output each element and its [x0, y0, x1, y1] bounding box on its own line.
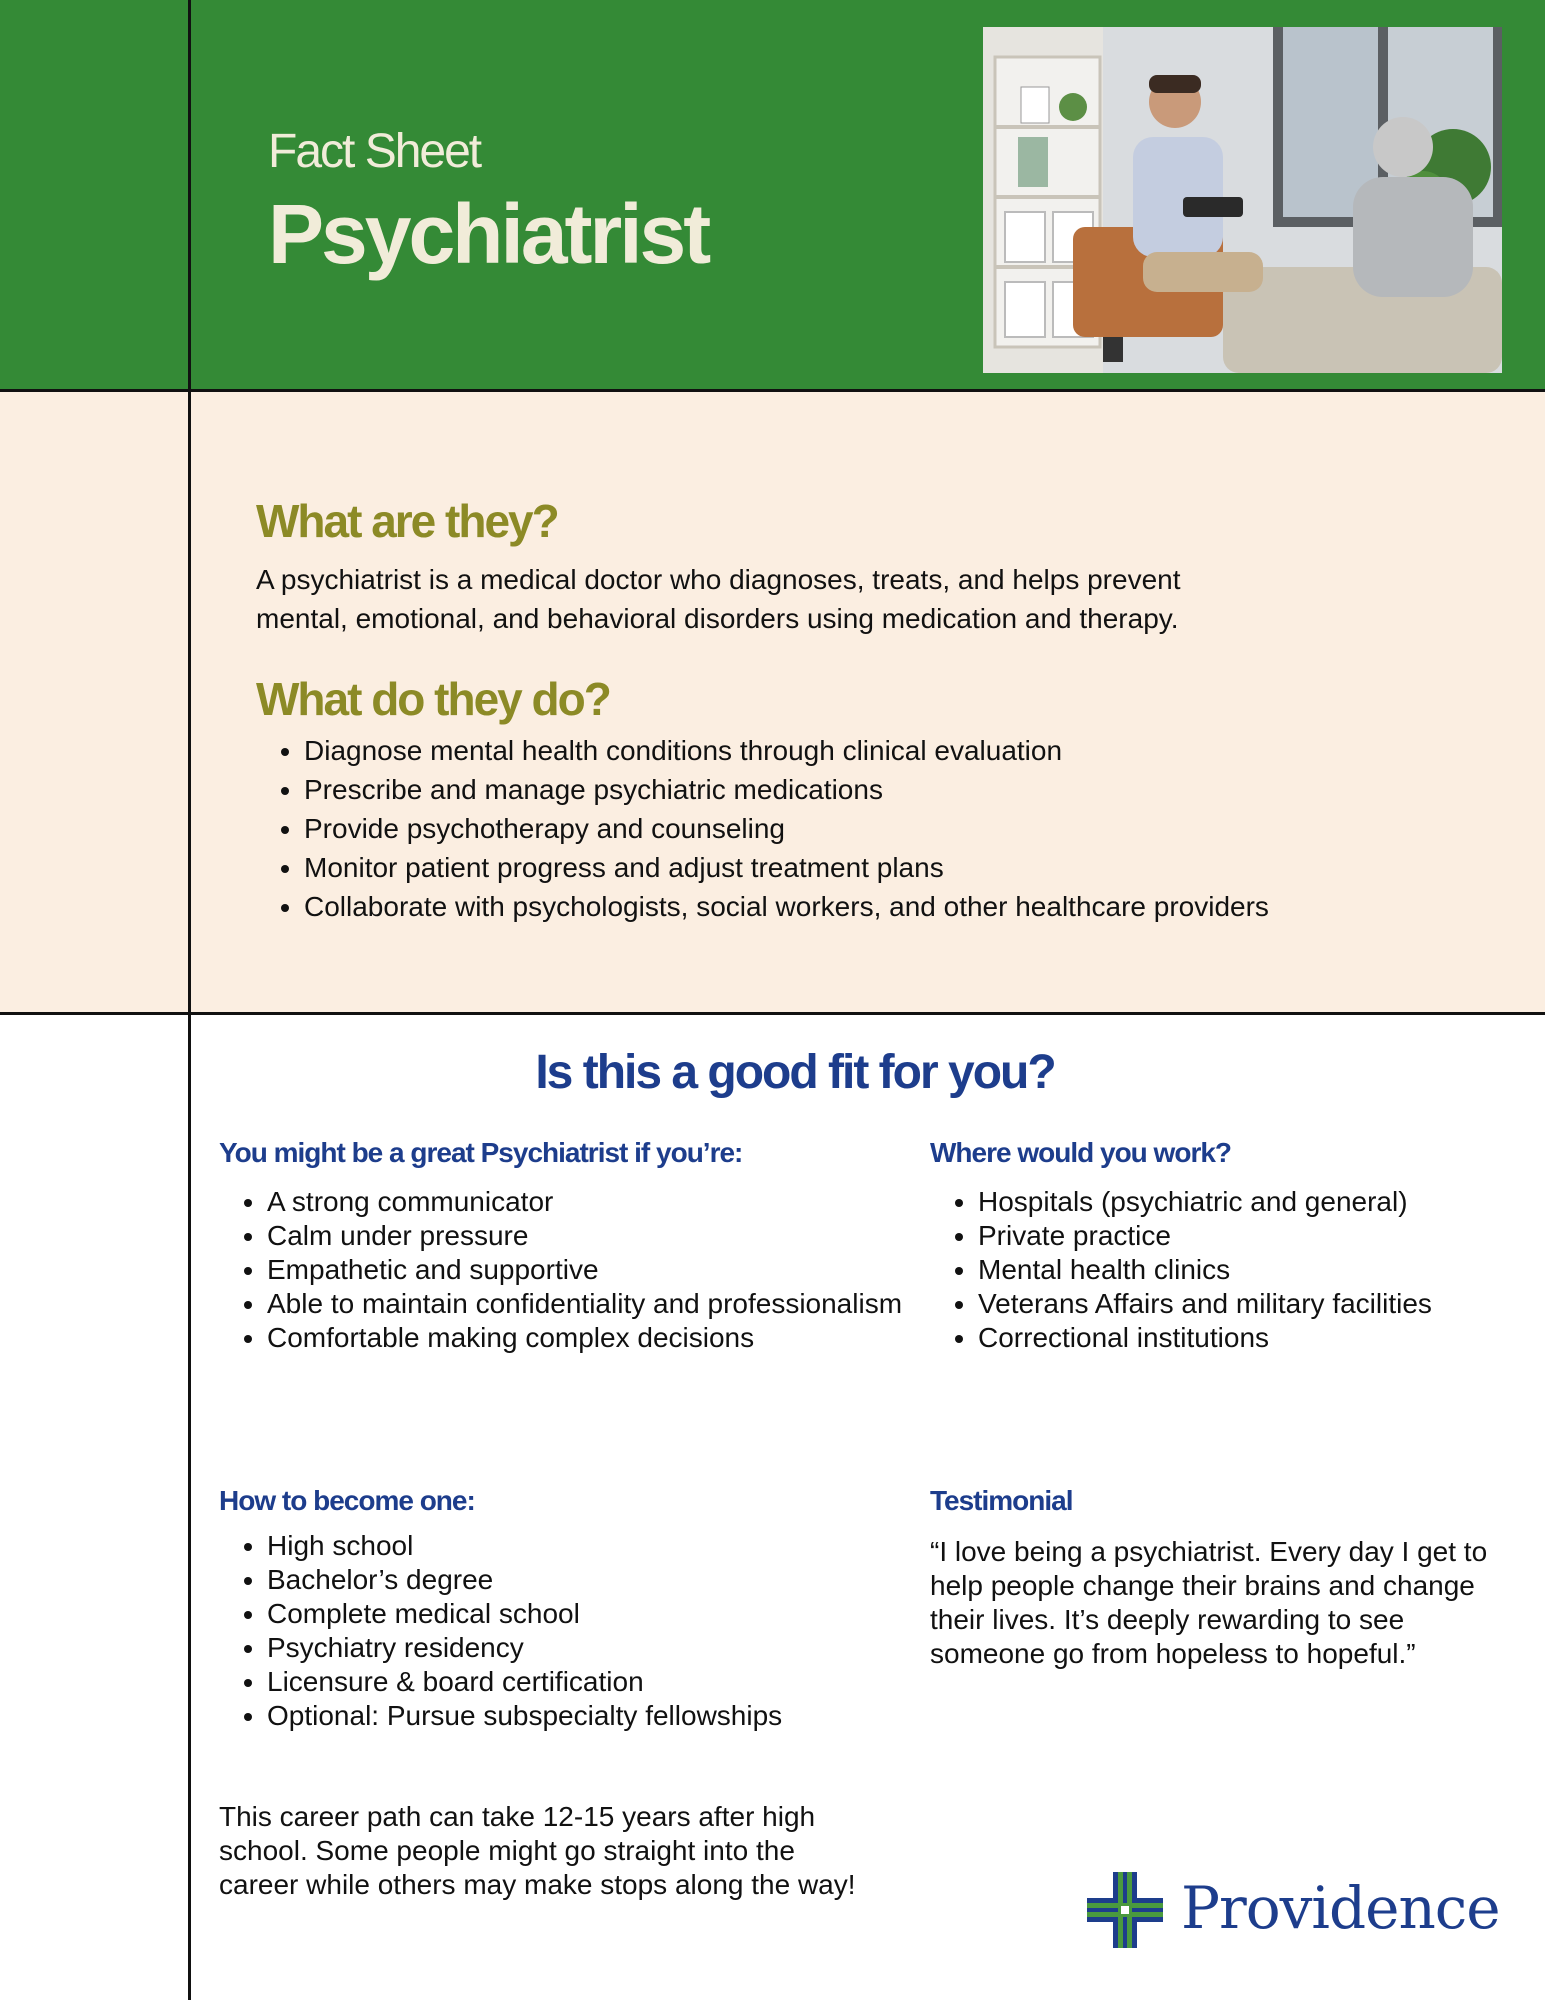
list-item: • Empathetic and supportive: [267, 1253, 907, 1287]
what-do-they-do-heading: What do they do?: [256, 673, 610, 725]
list-item: • Monitor patient progress and adjust treatment plans: [304, 848, 1304, 887]
list-item: • A strong communicator: [267, 1185, 907, 1219]
header-banner: [0, 0, 1545, 392]
what-are-they-body: A psychiatrist is a medical doctor who diagnoses, treats, and helps prevent mental, emotional, and behavioral disorders using medication and therapy.: [256, 564, 1181, 634]
list-item: • Complete medical school: [267, 1597, 907, 1631]
workplaces-list: [930, 1185, 1538, 1355]
list-item: • Calm under pressure: [267, 1219, 907, 1253]
fit-heading: Is this a good fit for you?: [535, 1046, 1055, 1099]
path-heading: How to become one:: [219, 1485, 475, 1516]
workplaces-heading: Where would you work?: [930, 1137, 1232, 1168]
header-subtitle: Fact Sheet: [268, 125, 481, 178]
list-item: • Bachelor’s degree: [267, 1563, 907, 1597]
testimonial-heading: Testimonial: [930, 1485, 1073, 1516]
list-item: • Able to maintain confidentiality and professionalism: [267, 1287, 907, 1321]
logo-wordmark: Providence: [1181, 1874, 1500, 1942]
list-item: • Veterans Affairs and military facilities: [978, 1287, 1538, 1321]
list-item: • Licensure & board certification: [267, 1665, 907, 1699]
list-item: • Diagnose mental health conditions through clinical evaluation: [304, 731, 1304, 770]
list-item: • Psychiatry residency: [267, 1631, 907, 1665]
path-list: [219, 1529, 907, 1733]
divider-middle: [0, 1012, 1545, 1015]
cross-icon: [1085, 1870, 1165, 1950]
list-item: • Private practice: [978, 1219, 1538, 1253]
list-item: • High school: [267, 1529, 907, 1563]
testimonial-quote: “I love being a psychiatrist. Every day I get to help people change their brains and change their lives. It’s deeply rewarding to see someone go from hopeless to hopeful.”: [930, 1536, 1488, 1669]
list-item: • Correctional institutions: [978, 1321, 1538, 1355]
list-item: • Provide psychotherapy and counseling: [304, 809, 1304, 848]
traits-heading: You might be a great Psychiatrist if you’re:: [219, 1137, 743, 1168]
duties-list: [256, 731, 1304, 926]
vertical-rule: [188, 0, 191, 2000]
list-item: • Collaborate with psychologists, social workers, and other healthcare providers: [304, 887, 1304, 926]
list-item: • Mental health clinics: [978, 1253, 1538, 1287]
providence-logo: [1085, 1870, 1515, 1950]
list-item: • Optional: Pursue subspecialty fellowships: [267, 1699, 907, 1733]
career-path-note: This career path can take 12-15 years after high school. Some people might go straight into the career while others may make stops along the way!: [219, 1801, 856, 1900]
traits-list: [219, 1185, 907, 1355]
list-item: • Comfortable making complex decisions: [267, 1321, 907, 1355]
header-photo: [983, 27, 1502, 373]
what-are-they-heading: What are they?: [256, 495, 558, 547]
consultation-photo: [983, 27, 1502, 373]
page-title: Psychiatrist: [268, 187, 709, 281]
list-item: • Prescribe and manage psychiatric medications: [304, 770, 1304, 809]
list-item: • Hospitals (psychiatric and general): [978, 1185, 1538, 1219]
